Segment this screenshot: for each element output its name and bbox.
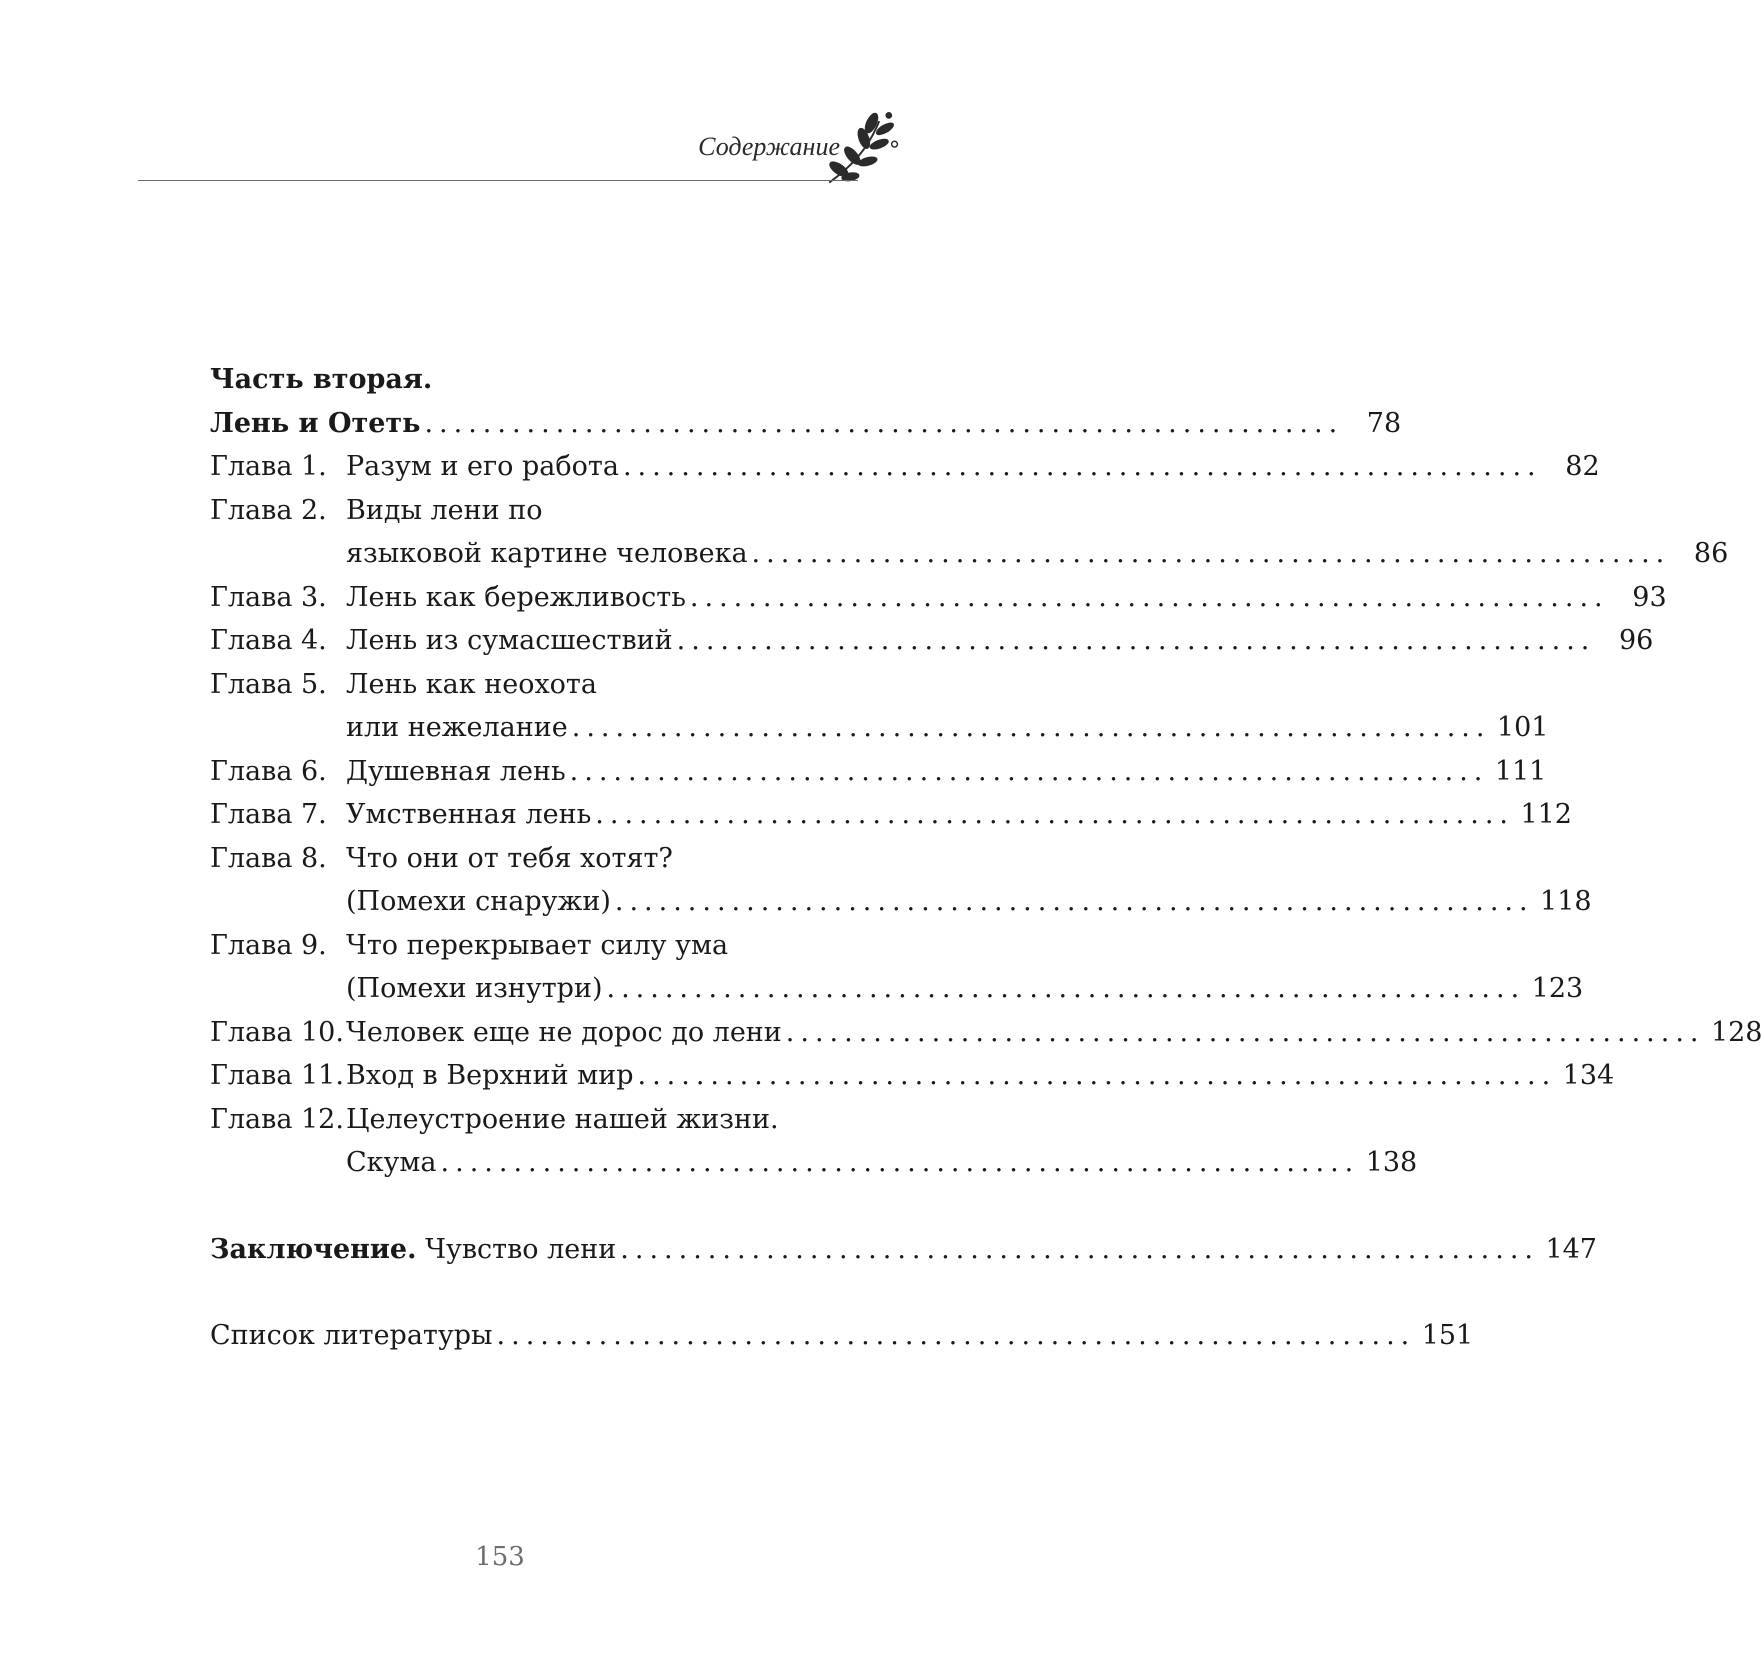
chapter-title: Умственная лень [346, 799, 592, 830]
chapter-label: Глава 11. [210, 1060, 344, 1091]
header-rule [138, 180, 858, 181]
toc-entry-chapter-1[interactable]: Глава 1. Разум и его работа ............................................................... 82 [210, 445, 874, 489]
chapter-title-line-2: Скума [346, 1147, 437, 1178]
toc-entry-chapter-5[interactable] [210, 663, 874, 707]
toc-entry-chapter-5-cont[interactable]: или нежелание ............................................................... 101 [210, 706, 874, 750]
chapter-label: Глава 12. [210, 1103, 344, 1135]
chapter-title: Душевная лень [346, 755, 566, 787]
conclusion-title: Чувство лени [425, 1233, 617, 1265]
chapter-title: Виды лени по [346, 494, 543, 526]
chapter-title: Лень как неохота [346, 668, 597, 700]
laurel-branch-icon [812, 100, 908, 196]
table-of-contents [210, 358, 1763, 1358]
running-head-title: Содержание [698, 132, 840, 161]
chapter-title: Вход в Верхний мир [346, 1060, 634, 1091]
chapter-label: Глава 4. [210, 625, 327, 656]
chapter-title: Лень как бережливость [346, 581, 686, 613]
page-ref: 123 [1531, 973, 1584, 1004]
chapter-title: Человек еще не дорос до лени [346, 1016, 782, 1048]
toc-entry-bibliography[interactable]: Список литературы ............................................................... 151 [210, 1314, 874, 1358]
toc-entry-chapter-6[interactable]: Глава 6. Душевная лень ............................................................... 111 [210, 750, 874, 794]
toc-entry-chapter-3[interactable]: Глава 3. Лень как бережливость ............................................................... 93 [210, 576, 874, 620]
part-title: Лень и Отеть [210, 407, 421, 439]
toc-entry-chapter-2[interactable] [210, 489, 874, 533]
toc-entry-chapter-4[interactable]: Глава 4. Лень из сумасшествий ............................................................... 96 [210, 619, 874, 663]
chapter-label: Глава 6. [210, 755, 327, 787]
page-ref: 78 [1366, 407, 1402, 439]
chapter-title-line-2: (Помехи снаружи) [346, 886, 611, 917]
toc-entry-chapter-7[interactable]: Глава 7. Умственная лень ............................................................... 112 [210, 793, 874, 837]
part-label-row [210, 358, 874, 402]
page-ref: 134 [1562, 1060, 1615, 1091]
toc-entry-chapter-12[interactable] [210, 1098, 874, 1142]
page-ref: 82 [1565, 451, 1600, 482]
chapter-label: Глава 9. [210, 929, 327, 961]
page-ref: 118 [1540, 886, 1592, 917]
part-label: Часть вторая. [210, 364, 433, 395]
bibliography-title: Список литературы [210, 1320, 493, 1351]
toc-entry-chapter-9[interactable] [210, 924, 874, 968]
toc-entry-chapter-2-cont[interactable]: языковой картине человека ............................................................... 86 [210, 532, 874, 576]
page-number: 153 [475, 1542, 525, 1572]
chapter-title: Что они от тебя хотят? [346, 842, 673, 874]
chapter-label: Глава 5. [210, 668, 327, 700]
page-ref: 151 [1421, 1320, 1474, 1351]
page-ref: 128 [1710, 1016, 1763, 1048]
page-ref: 147 [1545, 1233, 1597, 1265]
page-ref: 93 [1632, 581, 1667, 613]
chapter-title: Целеустроение нашей жизни. [346, 1103, 779, 1135]
chapter-label: Глава 7. [210, 799, 327, 830]
chapter-title: Разум и его работа [346, 451, 619, 482]
toc-entry-conclusion[interactable]: Заключение. Чувство лени ............................................................... 147 [210, 1228, 874, 1272]
chapter-label: Глава 3. [210, 581, 327, 613]
chapter-title: Что перекрывает силу ума [346, 929, 729, 961]
chapter-title-line-2: или нежелание [346, 712, 568, 743]
conclusion-label: Заключение. [210, 1233, 417, 1265]
page-ref: 111 [1494, 755, 1547, 787]
chapter-label: Глава 2. [210, 494, 327, 526]
chapter-label: Глава 8. [210, 842, 327, 874]
page-ref: 96 [1619, 625, 1654, 656]
toc-entry-chapter-9-cont[interactable]: (Помехи изнутри) ............................................................... 123 [210, 967, 874, 1011]
toc-entry-chapter-12-cont[interactable]: Скума ............................................................... 138 [210, 1141, 874, 1185]
page-ref: 112 [1520, 799, 1572, 830]
page-ref: 138 [1365, 1147, 1418, 1178]
toc-entry-chapter-8[interactable] [210, 837, 874, 881]
page-ref: 101 [1496, 712, 1549, 743]
toc-entry-chapter-8-cont[interactable]: (Помехи снаружи) ............................................................... 118 [210, 880, 874, 924]
toc-entry-chapter-10[interactable]: Глава 10. Человек еще не дорос до лени ............................................................... 128 [210, 1011, 874, 1055]
toc-entry-chapter-11[interactable]: Глава 11. Вход в Верхний мир ............................................................... 134 [210, 1054, 874, 1098]
chapter-title-line-2: языковой картине человека [346, 538, 748, 569]
page-ref: 86 [1693, 538, 1729, 569]
toc-entry-part-title[interactable]: Лень и Отеть ............................................................... 78 [210, 402, 874, 446]
chapter-label: Глава 10. [210, 1016, 344, 1048]
chapter-title: Лень из сумасшествий [346, 625, 673, 656]
chapter-label: Глава 1. [210, 451, 327, 482]
chapter-title-line-2: (Помехи изнутри) [346, 973, 603, 1004]
